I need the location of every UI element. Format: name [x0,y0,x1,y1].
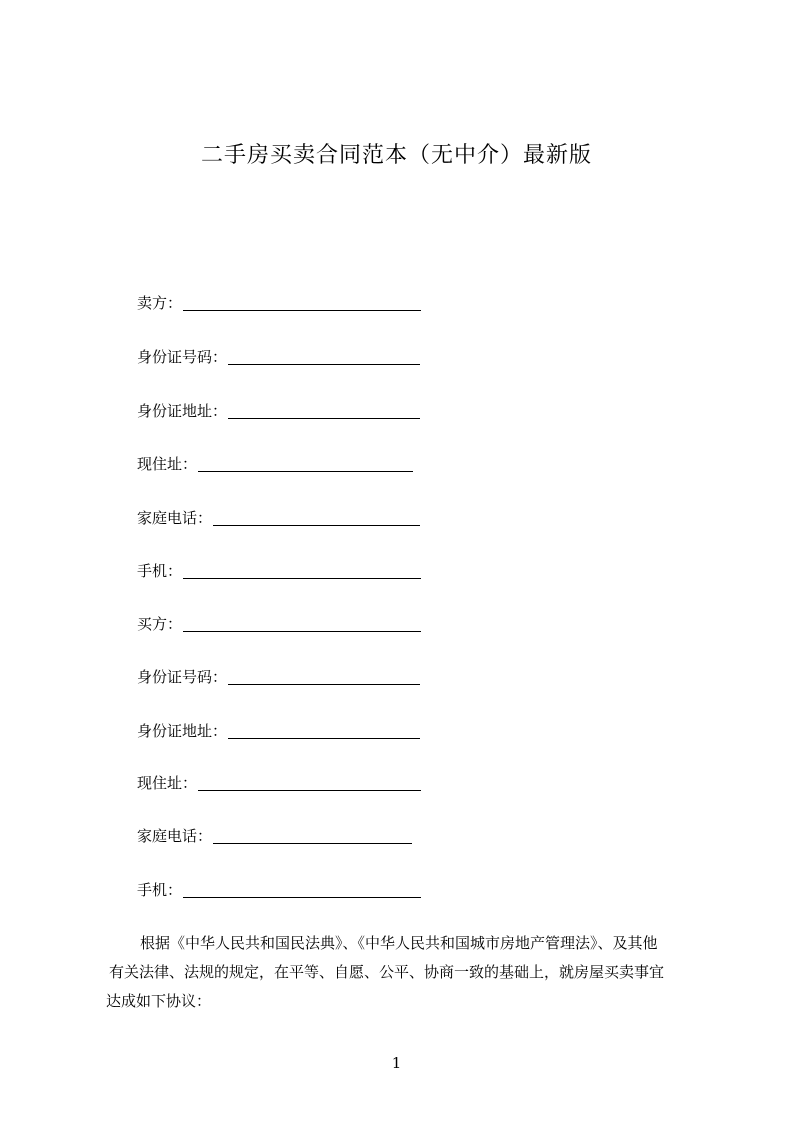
buyer-id-address-field [137,717,420,741]
document-title: 二手房买卖合同范本（无中介）最新版 [200,143,592,168]
page-number: 1 [391,1054,402,1072]
seller-name-field [137,289,421,313]
buyer-name-field [137,610,421,634]
seller-current-address-blank[interactable] [198,455,413,472]
buyer-name-label: 买方： [137,615,183,633]
seller-home-phone-field [137,504,420,528]
seller-name-blank[interactable] [183,294,421,311]
seller-id-number-label: 身份证号码： [137,348,228,366]
buyer-id-number-field [137,663,420,687]
seller-id-number-blank[interactable] [228,348,420,365]
buyer-id-number-label: 身份证号码： [137,668,228,686]
seller-id-address-blank[interactable] [228,402,420,419]
seller-id-address-field [137,397,420,421]
seller-name-label: 卖方： [137,294,183,312]
agreement-paragraph-line-1: 根据《中华人民共和国民法典》、《中华人民共和国城市房地产管理法》、及其他 [140,934,658,952]
buyer-home-phone-field [137,822,412,846]
seller-current-address-label: 现住址： [137,455,198,473]
buyer-home-phone-label: 家庭电话： [137,827,213,845]
buyer-current-address-label: 现住址： [137,774,198,792]
buyer-name-blank[interactable] [183,615,421,632]
buyer-id-number-blank[interactable] [228,668,420,685]
buyer-home-phone-blank[interactable] [213,827,412,844]
seller-current-address-field [137,450,413,474]
seller-id-address-label: 身份证地址： [137,402,228,420]
buyer-mobile-field [137,876,421,900]
buyer-mobile-blank[interactable] [183,881,421,898]
seller-mobile-label: 手机： [137,562,183,580]
seller-id-number-field [137,343,420,367]
buyer-current-address-field [137,769,421,793]
buyer-mobile-label: 手机： [137,881,183,899]
agreement-paragraph-line-3: 达成如下协议： [106,992,212,1010]
buyer-id-address-label: 身份证地址： [137,722,228,740]
seller-mobile-blank[interactable] [183,562,421,579]
seller-home-phone-label: 家庭电话： [137,509,213,527]
buyer-id-address-blank[interactable] [228,722,420,739]
seller-home-phone-blank[interactable] [213,509,420,526]
buyer-current-address-blank[interactable] [198,774,421,791]
seller-mobile-field [137,557,421,581]
agreement-paragraph-line-2: 有关法律、法规的规定，在平等、自愿、公平、协商一致的基础上，就房屋买卖事宜 [109,963,665,981]
